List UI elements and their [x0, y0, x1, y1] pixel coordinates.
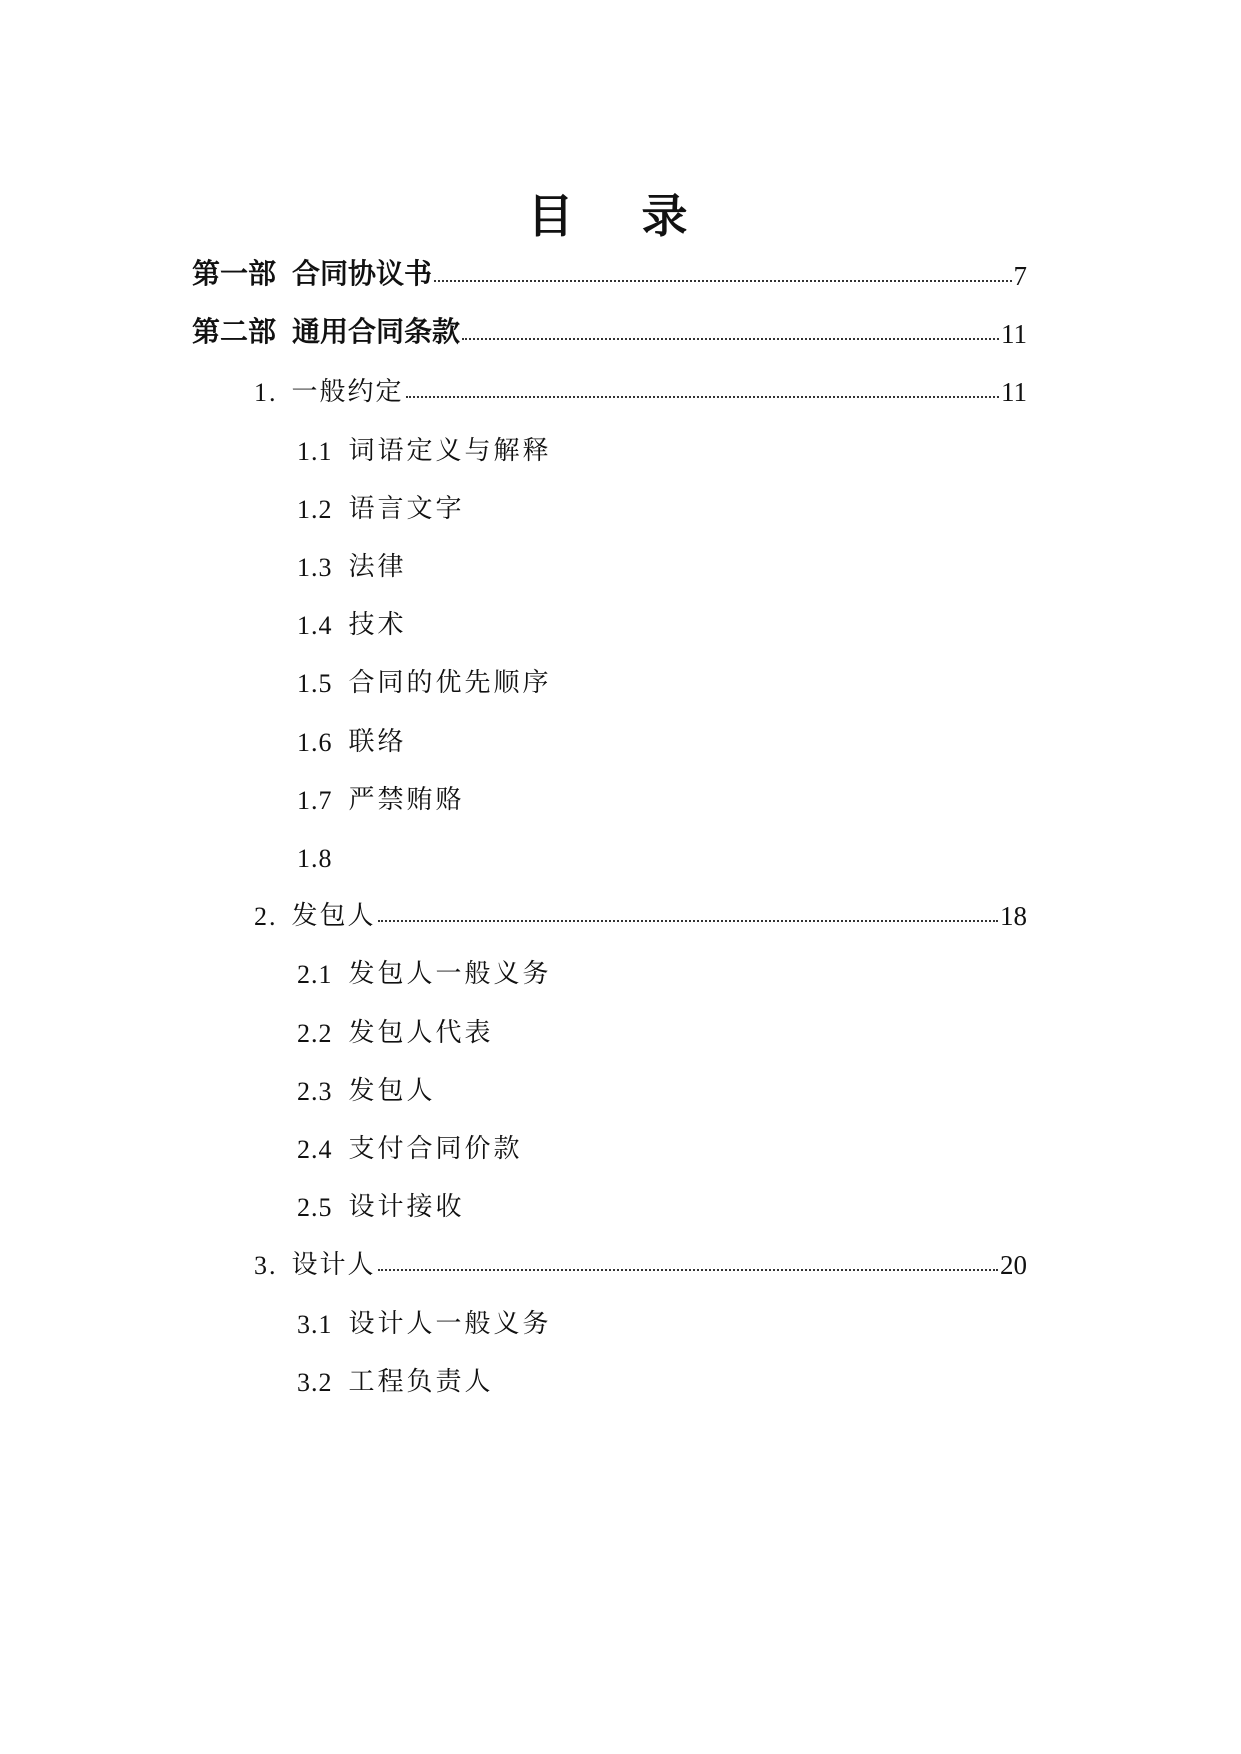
toc-entry-label: 设计人一般义务	[348, 1309, 552, 1339]
toc-entry	[297, 427, 997, 467]
toc-entry-number: 1.5	[297, 669, 333, 698]
toc-entry	[254, 368, 1027, 408]
toc-entry	[254, 1241, 1027, 1281]
toc-dot-leader	[406, 396, 999, 398]
toc-entry-label: 合同的优先顺序	[348, 668, 552, 698]
toc-page-number: 7	[1013, 261, 1027, 291]
toc-entry-label: 技术	[348, 610, 407, 640]
toc-entry	[297, 485, 997, 525]
toc-entry	[297, 1183, 997, 1223]
toc-entry	[297, 1300, 997, 1340]
toc-entry-number: 1.7	[297, 786, 333, 815]
toc-entry	[297, 776, 997, 816]
toc-entry-number: 2.3	[297, 1077, 333, 1106]
toc-entry	[192, 310, 1027, 350]
toc-dot-leader	[378, 1269, 998, 1271]
toc-entry	[192, 252, 1027, 292]
toc-entry-number: 3.	[254, 1251, 278, 1280]
toc-entry-label: 设计人	[291, 1250, 376, 1280]
toc-entry-number: 1.	[254, 378, 278, 407]
toc-title: 目 录	[527, 189, 714, 243]
toc-dot-leader	[462, 338, 999, 340]
toc-entry	[297, 543, 997, 583]
toc-entry-label: 一般约定	[291, 377, 404, 407]
toc-entry-number: 2.1	[297, 960, 333, 989]
toc-entry-label: 发包人	[348, 1076, 436, 1106]
toc-entry-number: 2.	[254, 902, 278, 931]
toc-entry-number: 1.2	[297, 495, 333, 524]
toc-entry-number: 第一部	[192, 257, 277, 290]
toc-entry-label: 通用合同条款	[292, 315, 461, 348]
toc-entry-number: 1.6	[297, 728, 333, 757]
toc-dot-leader	[378, 920, 998, 922]
toc-entry-label: 语言文字	[348, 494, 465, 524]
toc-entry-label: 设计接收	[348, 1192, 465, 1222]
toc-entry-label: 法律	[348, 552, 407, 582]
toc-entry	[297, 601, 997, 641]
toc-entry-number: 第二部	[192, 315, 277, 348]
toc-entry-label: 发包人代表	[348, 1018, 494, 1048]
toc-entry	[297, 1009, 997, 1049]
toc-entry-number: 1.1	[297, 437, 333, 466]
toc-entry	[297, 659, 997, 699]
toc-page-number: 11	[1001, 319, 1027, 349]
toc-entry-number: 2.2	[297, 1019, 333, 1048]
toc-entry-label: 工程负责人	[348, 1367, 494, 1397]
toc-entry-label: 严禁贿赂	[348, 785, 465, 815]
toc-page-number: 18	[1000, 901, 1027, 931]
toc-entry	[297, 718, 997, 758]
toc-entry-label: 发包人	[291, 901, 376, 931]
toc-entry	[297, 950, 997, 990]
toc-entry-label: 合同协议书	[292, 257, 433, 290]
toc-entry-number: 1.4	[297, 611, 333, 640]
toc-entry	[297, 1358, 997, 1398]
toc-entry-label: 词语定义与解释	[348, 436, 552, 466]
toc-dot-leader	[434, 280, 1011, 282]
toc-entry-number: 2.5	[297, 1193, 333, 1222]
toc-entry	[254, 892, 1027, 932]
toc-entry-number: 3.1	[297, 1310, 333, 1339]
toc-entry-number: 1.8	[297, 844, 333, 873]
toc-entry	[297, 1067, 997, 1107]
toc-entry	[297, 1125, 997, 1165]
toc-page-number: 20	[1000, 1250, 1027, 1280]
toc-entry-label: 发包人一般义务	[348, 959, 552, 989]
toc-entry	[297, 834, 997, 874]
toc-entry-label: 支付合同价款	[348, 1134, 523, 1164]
toc-entry-number: 2.4	[297, 1135, 333, 1164]
toc-entry-number: 1.3	[297, 553, 333, 582]
toc-page-number: 11	[1001, 377, 1027, 407]
toc-entry-number: 3.2	[297, 1368, 333, 1397]
toc-entry-label: 联络	[348, 727, 407, 757]
